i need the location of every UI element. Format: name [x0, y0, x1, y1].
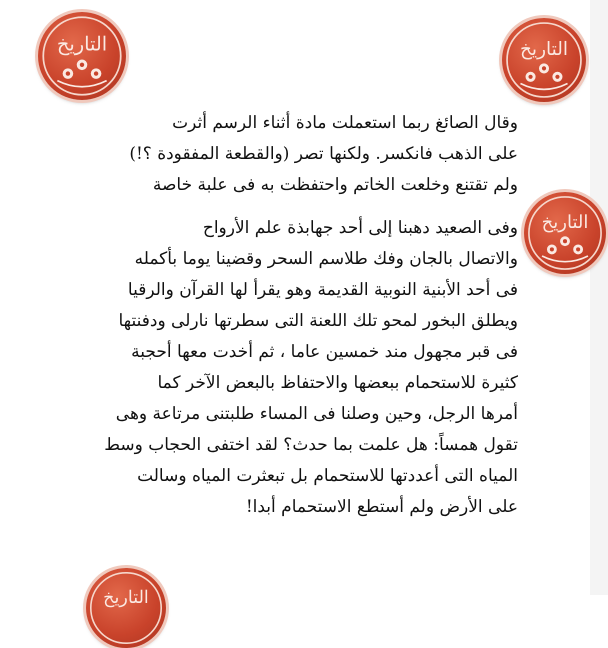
page-edge	[590, 0, 608, 595]
history-seal-icon	[502, 18, 586, 102]
history-logo-top-right	[502, 18, 586, 102]
text-line: على الأرض ولم أستطع الاستحمام أبدا!	[245, 497, 518, 517]
text-line: والاتصال بالجان وفك طلاسم السحر وقضينا يوما بأكمله	[134, 249, 518, 269]
text-line: المياه التى أعددتها للاستحمام بل تبعثرت المياه وسالت	[137, 466, 518, 486]
history-seal-icon	[86, 568, 166, 648]
text-line: ويطلق البخور لمحو تلك اللعنة التى سطرتها نارلى ودفنتها	[118, 311, 518, 331]
text-line: فى أحد الأبنية النوبية القديمة وهو يقرأ لها القرآن والرقيا	[127, 280, 518, 300]
text-line: ولم تقتنع وخلعت الخاتم واحتفظت به فى علبة خاصة	[152, 175, 518, 195]
paragraph	[96, 108, 518, 201]
history-logo-middle-right	[524, 192, 606, 274]
text-line: وقال الصائغ ربما استعملت مادة أثناء الرسم أثرت	[172, 113, 518, 133]
text-line: فى قبر مجهول مند خمسين عاما ، ثم أخدت معها أحجبة	[131, 342, 518, 362]
logo-text: التاريخ	[520, 38, 568, 60]
paragraph	[96, 213, 518, 523]
history-logo-bottom-left	[86, 568, 166, 648]
history-seal-icon	[38, 12, 126, 100]
history-logo-top-left	[38, 12, 126, 100]
article-body	[96, 108, 518, 523]
paragraph-gap	[96, 201, 518, 213]
text-line: كثيرة للاستحمام ببعضها والاحتفاظ بالبعض الآخر كما	[157, 373, 518, 393]
history-seal-icon	[524, 192, 606, 274]
logo-text: التاريخ	[541, 212, 589, 234]
logo-text: التاريخ	[56, 32, 108, 56]
logo-text: التاريخ	[103, 588, 149, 609]
text-line: أمرها الرجل، وحين وصلنا فى المساء طلبتنى مرتاعة وهى	[115, 404, 518, 424]
text-line: على الذهب فانكسر. ولكنها تصر (والقطعة المفقودة ؟!)	[129, 144, 518, 164]
text-line: وفى الصعيد دهبنا إلى أحد جهابذة علم الأرواح	[202, 218, 518, 238]
text-line: تقول همساً: هل علمت بما حدث؟ لقد اختفى الحجاب وسط	[104, 435, 518, 455]
